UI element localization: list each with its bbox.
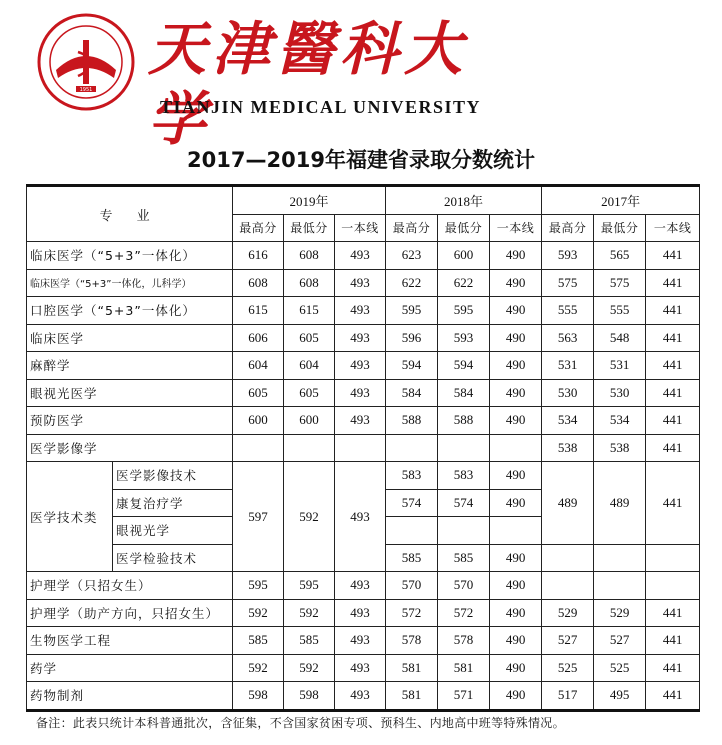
score-cell: 583: [438, 462, 490, 490]
score-cell: 490: [490, 572, 542, 600]
score-cell: 584: [438, 379, 490, 407]
score-cell: 592: [284, 654, 335, 682]
score-cell: 595: [284, 572, 335, 600]
score-cell: 606: [233, 324, 284, 352]
score-cell: 493: [335, 654, 386, 682]
score-cell: 493: [335, 297, 386, 325]
score-cell: 490: [490, 654, 542, 682]
score-cell: 493: [335, 682, 386, 711]
score-cell: 441: [646, 297, 700, 325]
major-name: 临床医学（“5+3”一体化，儿科学）: [27, 269, 233, 297]
score-cell: [335, 434, 386, 462]
score-cell: 441: [646, 627, 700, 655]
sub-header-line: 一本线: [335, 214, 386, 242]
score-cell: 615: [233, 297, 284, 325]
score-cell: 592: [233, 599, 284, 627]
score-cell: 585: [284, 627, 335, 655]
score-cell: 563: [542, 324, 594, 352]
score-cell: 570: [438, 572, 490, 600]
score-cell: 534: [594, 407, 646, 435]
major-header: 专 业: [27, 186, 233, 242]
score-cell: 529: [542, 599, 594, 627]
score-cell: 592: [284, 599, 335, 627]
table-row: [27, 654, 700, 682]
score-cell: 605: [233, 379, 284, 407]
score-cell: 608: [284, 269, 335, 297]
score-cell: [646, 572, 700, 600]
score-cell: 490: [490, 682, 542, 711]
score-cell: 493: [335, 242, 386, 270]
score-cell: 584: [386, 379, 438, 407]
table-row: [27, 242, 700, 270]
table-row: [27, 572, 700, 600]
sub-major-name: 医学检验技术: [113, 544, 233, 572]
year-header-2017: 2017年: [542, 186, 700, 215]
sub-header-max: 最高分: [386, 214, 438, 242]
table-row: [27, 407, 700, 435]
score-cell: 531: [542, 352, 594, 380]
table-row: [27, 297, 700, 325]
score-cell: [438, 517, 490, 545]
score-cell: 490: [490, 297, 542, 325]
sub-header-line: 一本线: [490, 214, 542, 242]
score-cell: 490: [490, 242, 542, 270]
sub-major-name: 医学影像技术: [113, 462, 233, 490]
score-cell: 572: [438, 599, 490, 627]
score-cell: 596: [386, 324, 438, 352]
major-name: 眼视光医学: [27, 379, 233, 407]
sub-header-line: 一本线: [646, 214, 700, 242]
score-cell: 534: [542, 407, 594, 435]
score-cell: 574: [438, 489, 490, 517]
score-cell: 441: [646, 324, 700, 352]
score-cell: 597: [233, 462, 284, 572]
score-cell: 493: [335, 462, 386, 572]
score-cell: 441: [646, 269, 700, 297]
page-title: 2017—2019年福建省录取分数统计: [187, 148, 535, 172]
score-cell: 441: [646, 682, 700, 711]
score-cell: 588: [386, 407, 438, 435]
table-row: [27, 324, 700, 352]
score-cell: 538: [542, 434, 594, 462]
score-cell: 600: [233, 407, 284, 435]
score-cell: 608: [284, 242, 335, 270]
score-cell: 490: [490, 324, 542, 352]
score-cell: 575: [542, 269, 594, 297]
major-name: 预防医学: [27, 407, 233, 435]
score-cell: 493: [335, 324, 386, 352]
score-cell: 493: [335, 572, 386, 600]
score-cell: 604: [233, 352, 284, 380]
admission-score-table: [26, 184, 700, 712]
major-name: 医学影像学: [27, 434, 233, 462]
score-cell: 571: [438, 682, 490, 711]
score-cell: 623: [386, 242, 438, 270]
score-cell: 490: [490, 269, 542, 297]
score-cell: 441: [646, 462, 700, 545]
score-cell: 622: [438, 269, 490, 297]
score-cell: 578: [386, 627, 438, 655]
year-header-2019: 2019年: [233, 186, 386, 215]
score-cell: [542, 544, 594, 572]
score-cell: 493: [335, 627, 386, 655]
score-cell: 527: [542, 627, 594, 655]
score-cell: 608: [233, 269, 284, 297]
score-cell: 495: [594, 682, 646, 711]
score-cell: 600: [284, 407, 335, 435]
score-cell: 531: [594, 352, 646, 380]
score-cell: 615: [284, 297, 335, 325]
score-cell: 565: [594, 242, 646, 270]
score-cell: 538: [594, 434, 646, 462]
year-header-2018: 2018年: [386, 186, 542, 215]
major-name: 生物医学工程: [27, 627, 233, 655]
score-cell: 548: [594, 324, 646, 352]
score-cell: 605: [284, 324, 335, 352]
score-cell: 605: [284, 379, 335, 407]
score-cell: 493: [335, 379, 386, 407]
score-cell: [386, 517, 438, 545]
score-cell: 581: [438, 654, 490, 682]
sub-major-name: 康复治疗学: [113, 489, 233, 517]
score-cell: 622: [386, 269, 438, 297]
score-cell: 595: [386, 297, 438, 325]
table-row: [27, 599, 700, 627]
score-cell: 600: [438, 242, 490, 270]
score-cell: 441: [646, 242, 700, 270]
score-cell: 594: [386, 352, 438, 380]
score-cell: 489: [542, 462, 594, 545]
score-cell: [594, 544, 646, 572]
score-cell: 598: [233, 682, 284, 711]
score-cell: 530: [542, 379, 594, 407]
major-name: 药学: [27, 654, 233, 682]
major-name: 临床医学: [27, 324, 233, 352]
sub-header-max: 最高分: [542, 214, 594, 242]
score-cell: 604: [284, 352, 335, 380]
score-cell: 592: [233, 654, 284, 682]
score-cell: 583: [386, 462, 438, 490]
score-cell: 529: [594, 599, 646, 627]
table-row: [27, 269, 700, 297]
score-cell: 598: [284, 682, 335, 711]
score-cell: 570: [386, 572, 438, 600]
table-row: [27, 627, 700, 655]
score-cell: 588: [438, 407, 490, 435]
score-cell: 527: [594, 627, 646, 655]
score-cell: 490: [490, 627, 542, 655]
score-cell: 490: [490, 352, 542, 380]
year-header-row: [27, 186, 700, 215]
score-cell: 489: [594, 462, 646, 545]
sub-header-min: 最低分: [594, 214, 646, 242]
major-name: 护理学（助产方向，只招女生）: [27, 599, 233, 627]
score-cell: 592: [284, 462, 335, 572]
score-cell: 593: [542, 242, 594, 270]
score-cell: 585: [386, 544, 438, 572]
sub-header-min: 最低分: [438, 214, 490, 242]
score-cell: 490: [490, 462, 542, 490]
major-name: 口腔医学（“5+3”一体化）: [27, 297, 233, 325]
score-cell: [490, 517, 542, 545]
sub-major-name: 眼视光学: [113, 517, 233, 545]
score-cell: 575: [594, 269, 646, 297]
table-row: [27, 434, 700, 462]
score-cell: [542, 572, 594, 600]
score-cell: 441: [646, 434, 700, 462]
major-name: 麻醉学: [27, 352, 233, 380]
score-cell: 581: [386, 682, 438, 711]
score-cell: [233, 434, 284, 462]
score-cell: 581: [386, 654, 438, 682]
score-cell: 572: [386, 599, 438, 627]
score-cell: 585: [438, 544, 490, 572]
major-name: 药物制剂: [27, 682, 233, 711]
score-cell: 490: [490, 489, 542, 517]
score-cell: 493: [335, 269, 386, 297]
major-name: 临床医学（“5+3”一体化）: [27, 242, 233, 270]
score-cell: 595: [233, 572, 284, 600]
score-cell: 595: [438, 297, 490, 325]
score-cell: 517: [542, 682, 594, 711]
sub-header-min: 最低分: [284, 214, 335, 242]
sub-header-max: 最高分: [233, 214, 284, 242]
score-cell: [594, 572, 646, 600]
score-cell: [490, 434, 542, 462]
score-cell: 585: [233, 627, 284, 655]
table-row: [27, 462, 700, 490]
svg-text:1951: 1951: [79, 87, 93, 93]
score-cell: 493: [335, 599, 386, 627]
score-cell: 555: [594, 297, 646, 325]
score-cell: 441: [646, 352, 700, 380]
score-cell: [646, 544, 700, 572]
score-cell: 490: [490, 379, 542, 407]
score-cell: 490: [490, 599, 542, 627]
major-name: 护理学（只招女生）: [27, 572, 233, 600]
table-row: [27, 352, 700, 380]
university-seal-logo: [36, 12, 136, 112]
score-cell: 594: [438, 352, 490, 380]
table-row: [27, 379, 700, 407]
score-cell: 493: [335, 352, 386, 380]
score-cell: 493: [335, 407, 386, 435]
score-cell: 555: [542, 297, 594, 325]
score-cell: 574: [386, 489, 438, 517]
score-cell: [438, 434, 490, 462]
brand-name-chinese: 天津醫科大学: [148, 15, 469, 153]
brand-name-english: TIANJIN MEDICAL UNIVERSITY: [160, 97, 482, 117]
score-cell: 525: [542, 654, 594, 682]
score-cell: [386, 434, 438, 462]
score-cell: 490: [490, 544, 542, 572]
score-cell: 441: [646, 407, 700, 435]
score-cell: 490: [490, 407, 542, 435]
group-name: 医学技术类: [27, 462, 113, 572]
score-cell: 441: [646, 599, 700, 627]
score-cell: [284, 434, 335, 462]
table-row: [27, 682, 700, 711]
score-cell: 530: [594, 379, 646, 407]
score-cell: 578: [438, 627, 490, 655]
score-cell: 441: [646, 654, 700, 682]
score-cell: 616: [233, 242, 284, 270]
score-cell: 525: [594, 654, 646, 682]
score-cell: 441: [646, 379, 700, 407]
footnote: 备注：此表只统计本科普通批次，含征集，不含国家贫困专项、预科生、内地高中班等特殊情况。: [36, 716, 565, 730]
score-cell: 593: [438, 324, 490, 352]
